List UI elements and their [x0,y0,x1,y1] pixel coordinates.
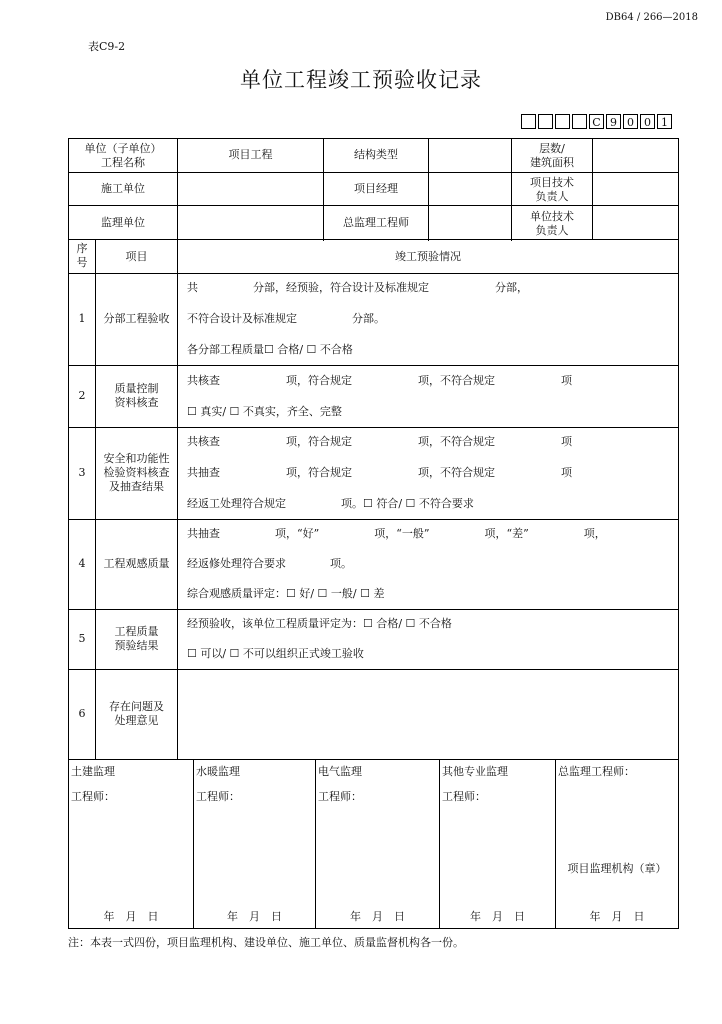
row-status-line: 共抽查 项，“好” 项，“一般” 项，“差” 项， [187,527,606,540]
item-header: 项目 [125,250,148,263]
unit-name-value: 项目工程 [228,148,273,161]
row-status-line: 共抽查 项，符合规定 项，不符合规定 项 [187,466,572,479]
row-number: 3 [78,466,86,479]
row-number: 5 [78,632,86,645]
row-item-label: 分部工程验收 [103,312,170,325]
row-item-label: 工程观感质量 [103,557,170,570]
row-item-label: 存在问题及 处理意见 [109,700,164,727]
code-cell [521,114,536,129]
row-status-line: 综合观感质量评定：☐ 好/ ☐ 一般/ ☐ 差 [187,587,385,600]
row-number: 6 [78,707,86,720]
row-item-label: 质量控制 资料核查 [114,382,159,409]
code-cell [555,114,570,129]
supervisor-label: 监理单位 [101,216,145,229]
constructor-label: 施工单位 [101,182,145,195]
row-status-line: 经返工处理符合规定 项。☐ 符合/ ☐ 不符合要求 [187,496,474,510]
unit-name-label: 单位（子单位） 工程名称 [84,142,162,169]
signature-date: 年 月 日 [470,910,525,923]
row-item-label: 安全和功能性 检验资料核查 及抽查结果 [103,452,170,493]
row-number: 2 [78,389,86,402]
signature-date: 年 月 日 [227,910,282,923]
floors-area-label: 层数/ 建筑面积 [530,142,574,169]
acceptance-record-table [68,138,679,929]
signature-date: 年 月 日 [589,910,645,923]
row-status-line: ☐ 真实/ ☐ 不真实，齐全、完整 [187,404,342,418]
row-number: 1 [78,312,86,325]
signature-label: 其他专业监理 [442,765,508,778]
code-cell [538,114,553,129]
code-cell: C [589,114,604,129]
row-status-line: 经预验收，该单位工程质量评定为：☐ 合格/ ☐ 不合格 [187,617,452,630]
signature-label: 水暖监理 [196,765,240,778]
engineer-label: 工程师： [196,790,240,803]
signature-date: 年 月 日 [103,910,159,923]
code-cell: 0 [623,114,638,129]
status-header: 竣工预验情况 [395,250,461,263]
page-title: 单位工程竣工预验收记录 [240,68,482,92]
row-status-line: 不符合设计及标准规定 分部。 [187,312,385,325]
engineer-label: 工程师： [318,790,362,803]
signature-date: 年 月 日 [350,910,405,923]
project-manager-label: 项目经理 [354,182,398,195]
row-number: 4 [78,557,86,570]
row-item-label: 工程质量 预验结果 [114,625,159,652]
signature-label: 土建监理 [71,765,115,778]
code-cell [572,114,587,129]
chief-supervisor-label: 总监理工程师 [343,216,409,229]
row-status-line: ☐ 可以/ ☐ 不可以组织正式竣工验收 [187,647,364,660]
row-status-line: 各分部工程质量☐ 合格/ ☐ 不合格 [187,342,353,356]
row-status-line: 经返修处理符合要求 项。 [187,557,352,570]
tech-lead-label: 项目技术 负责人 [530,176,574,203]
seq-header: 序 号 [76,242,88,269]
footer-note: 注：本表一式四份，项目监理机构、建设单位、施工单位、质量监督机构各一份。 [68,936,464,949]
supervision-seal-label: 项目监理机构（章） [567,862,667,875]
code-cell: 0 [640,114,655,129]
form-code-boxes [521,114,672,129]
signature-label: 电气监理 [318,765,362,778]
engineer-label: 工程师： [442,790,486,803]
unit-tech-lead-label: 单位技术 负责人 [530,210,574,237]
row-status-line: 共核查 项，符合规定 项，不符合规定 项 [187,435,572,449]
code-cell: 1 [657,114,672,129]
row-status-line: 共 分部，经预验，符合设计及标准规定 分部， [187,281,528,295]
row-status-line: 共核查 项，符合规定 项，不符合规定 项 [187,373,572,387]
signature-label: 总监理工程师： [558,765,635,778]
structure-type-label: 结构类型 [354,148,398,161]
form-number: 表C9-2 [88,40,126,53]
code-cell: 9 [606,114,621,129]
standard-number: DB64 / 266—2018 [605,12,698,23]
engineer-label: 工程师： [71,790,115,803]
